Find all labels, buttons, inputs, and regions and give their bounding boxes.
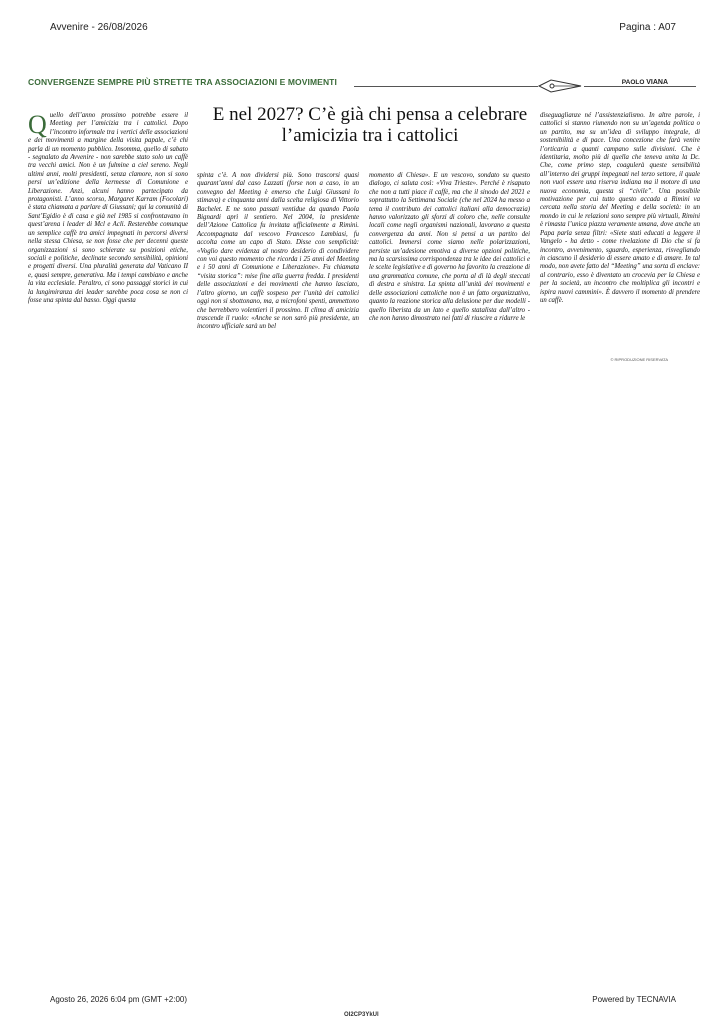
article-column-1 [28, 112, 188, 305]
column-3-text: momento di Chiesa». E un vescovo, sondato su questo dialogo, ci saluta così: «Viva Trieste». Perché è risaputo che non a tutti piace il caffè, ma che il sinodo del 2021 e soprattutto la Settimana Sociale (che nel 2024 ha messo a tema il contributo dei cattolici italiani alla democrazia) hanno valorizzato gli sforzi di coloro che, nelle consulte locali come negli organismi nazionali, lavorano a questa convergenza da anni. Non si pensi a un partito dei cattolici. Immersi come siamo nelle polarizzazioni, persiste un’adesione emotiva a diverse opzioni politiche, ma la scarsissima corrispondenza tra le idee dei cattolici e le scelte legislative e di governo ha favorito la creazione di una grammatica comune, che porta al di là degli steccati di destra e sinistra. La spinta all’unità dei movimenti e delle associazioni cattoliche non è un fatto organizzativo, quanto la reazione storica alla delusione per due modelli - quello liberista da un lato e quello statalista dall’altro - che non hanno dimostrato nei fatti di riuscire a ridurre le [369, 172, 530, 322]
pen-nib-icon [537, 78, 583, 99]
author-first-name: PAOLO [621, 79, 645, 86]
footer-powered-by: Powered by TECNAVIA [592, 995, 676, 1004]
rubric-rule-right [584, 86, 696, 87]
page-header-date: Avvenire - 26/08/2026 [50, 22, 148, 33]
article-headline: E nel 2027? C’è già chi pensa a celebrare l’amicizia tra i cattolici [212, 104, 528, 146]
drop-cap: Q [28, 110, 47, 139]
article-column-2 [197, 172, 359, 332]
page-header-number: Pagina : A07 [619, 22, 676, 33]
rubric-rule-left [354, 86, 538, 87]
footer-code: OI2CP3YkUl [344, 1012, 379, 1018]
article-column-4 [540, 112, 700, 305]
copyright-note: © RIPRODUZIONE RISERVATA [610, 357, 668, 362]
author-byline [622, 79, 668, 86]
footer-timestamp: Agosto 26, 2026 6:04 pm (GMT +2:00) [50, 995, 188, 1004]
column-4-text: diseguaglianze né l’assistenzialismo. In altre parole, i cattolici si stanno riunendo non su un’agenda politica o un partito, ma su un’idea di sviluppo integrale, di sostenibilità e di pace. Una concezione che farà venire l’orticaria a quanti campano sulle divisioni. Che è identitaria, molto più di quella che teneva unita la Dc. Che, come primo step, coagulerà queste sensibilità all’interno dei gruppi impegnati nel terzo settore, il quale non vuol essere una riserva indiana ma il motore di una nuova economia, questa sì “civile”. Una possibile motivazione per cui tutto questo accada a Rimini va cercata nella storia del Meeting e della società: in un mondo in cui le relazioni sono sempre più virtuali, Rimini è rimasta l’unica piazza veramente umana, dove anche un Papa parla senza filtri: «Siete stati educati a leggere il Vangelo - ha detto - come rivelazione di Dio che si fa incontro, avvenimento, sguardo, esperienza, risvegliando in ciascuno il desiderio di essere amato e di amare. In tal modo, non avete fatto del “Meeting” una sorta di enclave: al contrario, esso è diventato un crocevia per la Chiesa e per la società, un incontro che moltiplica gli incontri e ispira nuovi cammini». È davvero il momento di prendere un caffè. [540, 112, 700, 304]
article-column-3 [369, 172, 530, 323]
column-2-text: spinta c’è. A non dividersi più. Sono trascorsi quasi quarant’anni dal caso Lazzati (forse non a caso, in un convegno del Meeting è emerso che Luigi Giussani lo stimava) e cinquanta anni dalla scelta religiosa di Vittorio Bachelet. E ne sono passati ventidue da quando Paola Bignardi aprì il sentiero. Nel 2004, la presidente dell’Azione Cattolica fu invitata ufficialmente a Rimini. Accompagnata dal vescovo Francesco Lambiasi, fu accolta come un capo di Stato. Disse con semplicità: «Voglio dare evidenza al nostro desiderio di condividere con voi questo momento che ricorda i 25 anni del Meeting e i 50 anni di Comunione e Liberazione». Fu chiamata “visita storica”: mise fine alla guerra fredda. I presidenti delle associazioni e dei movimenti che hanno lasciato, l’altro giorno, un caffè sospeso per l’unità dei cattolici oggi non si sbottonano, ma, a microfoni spenti, ammettono che berrebbero volentieri il prossimo. Il clima di amicizia trascende il ruolo: «Anche se non sarò più presidente, un incontro ufficiale sarà un bel [197, 172, 359, 331]
column-1-text: uello dell’anno prossimo potrebbe essere il Meeting per l’amicizia tra i cattolici. Dopo l’incontro informale tra i vertici delle associazioni e dei movimenti a margine della visita papale, c’è chi parla di un momento pubblico. Insomma, quello di sabato - segnalato da Avvenire - non sarebbe stato solo un caffè tra vecchi amici. Non è un fulmine a ciel sereno. Negli ultimi anni, molti presidenti, senza clamore, non si sono persi un’edizione della kermesse di Comunione e Liberazione. Anzi, alcuni hanno partecipato da protagonisti. L’anno scorso, Margaret Karram (Focolari) è stata chiamata a parlare di Giussani; qui la comunità di Sant’Egidio è di casa e già nel 1985 si confrontavano in quest’arena i leader di Mcl e Acli. Resterebbe comunque un semplice caffè tra amici impegnati in percorsi diversi nella stessa Chiesa, se non fosse che per decenni queste organizzazioni si sono schierate su posizioni etiche, sociali e politiche, declinate secondo sensibilità, opinioni e progetti diversi. Una pluralità generata dal Vaticano II e, quasi sempre, generativa. Ma i tempi cambiano e anche la vita ecclesiale. Peraltro, ci sono passaggi storici in cui la lungimiranza dei leader sarebbe poca cosa se non ci fosse una spinta dal basso. Oggi questa [28, 112, 188, 304]
section-rubric: CONVERGENZE SEMPRE PIÙ STRETTE TRA ASSOCIAZIONI E MOVIMENTI [28, 77, 337, 87]
author-last-name: VIANA [646, 79, 668, 86]
